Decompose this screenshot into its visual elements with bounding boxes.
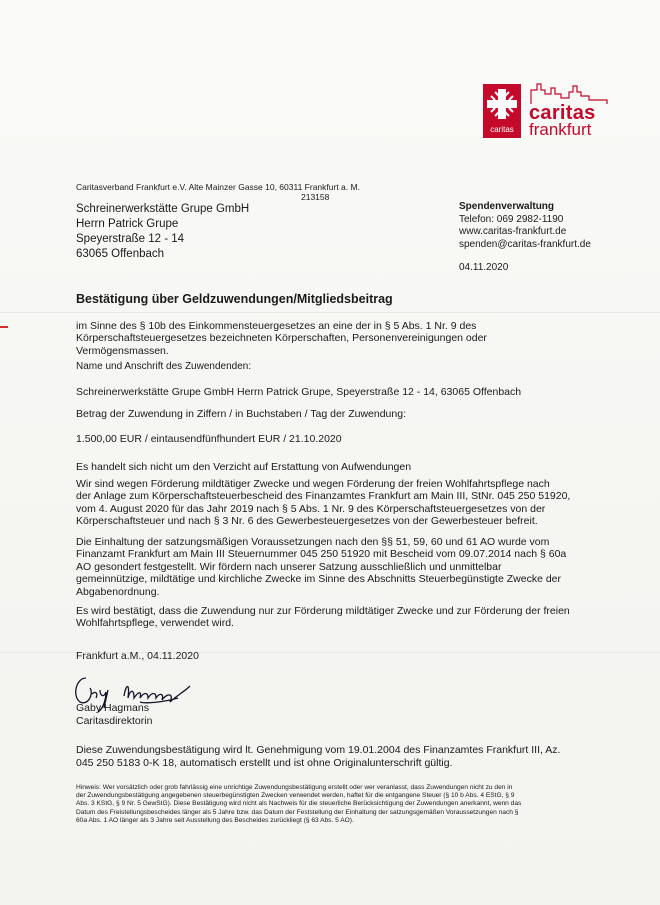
para-line: vom 4. August 2020 für das Jahr 2019 nach § 5 Abs. 1 Nr. 9 des Körperschaftsteuergesetzes von der bbox=[76, 502, 546, 515]
para-line: Es wird bestätigt, dass die Zuwendung nur zur Förderung mildtätiger Zwecke und zur Förderung der freien bbox=[76, 605, 570, 617]
confirmation-paragraph bbox=[76, 605, 596, 630]
reference-number: 213158 bbox=[301, 192, 330, 202]
contact-web: www.caritas-frankfurt.de bbox=[459, 226, 567, 237]
logo-city: frankfurt bbox=[529, 120, 592, 139]
flame-cross-icon bbox=[483, 84, 521, 124]
fold-line bbox=[0, 312, 660, 313]
contact-email: spenden@caritas-frankfurt.de bbox=[459, 238, 591, 250]
note-line: 045 250 5183 0-K 18, automatisch erstellt und ist ohne Originalunterschrift gültig. bbox=[76, 757, 453, 769]
caritas-logo-icon bbox=[483, 84, 521, 138]
recipient-company: Schreinerwerkstätte Grupe GmbH bbox=[76, 203, 250, 215]
donor-label: Name und Anschrift des Zuwendenden: bbox=[76, 361, 252, 372]
auto-note bbox=[76, 744, 596, 770]
donor-value: Schreinerwerkstätte Grupe GmbH Herrn Patrick Grupe, Speyerstraße 12 - 14, 63065 Offenbach bbox=[76, 386, 522, 398]
logo-small-text: caritas bbox=[490, 125, 514, 134]
intro-line: im Sinne des § 10b des Einkommensteuergesetzes an eine der in § 5 Abs. 1 Nr. 9 des bbox=[76, 320, 477, 332]
hint-line: Abs. 3 KStG, § 9 Nr. 5 GewStG). Diese Bestätigung wird nicht als Nachweis für die steuerliche Berücksichtigung der Zuwendungen anerkannt, wenn das bbox=[76, 800, 522, 808]
note-line: Diese Zuwendungsbestätigung wird lt. Genehmigung vom 19.01.2004 des Finanzamtes Frankfurt III, Az. bbox=[76, 744, 561, 756]
para-line: gemeinnützige, mildtätige und kirchliche Zwecke im Sinne des Abschnitts Steuerbegünstigte Zwecke der bbox=[76, 573, 562, 586]
signer-name: Gaby Hagmans bbox=[76, 702, 149, 714]
recipient-city: 63065 Offenbach bbox=[76, 248, 165, 260]
signer-block bbox=[76, 702, 152, 727]
signer-title: Caritasdirektorin bbox=[76, 714, 153, 727]
legal-hint bbox=[76, 784, 596, 825]
sender-line: Caritasverband Frankfurt e.V. Alte Mainzer Gasse 10, 60311 Frankfurt a. M. bbox=[76, 182, 360, 192]
document-title: Bestätigung über Geldzuwendungen/Mitgliedsbeitrag bbox=[76, 292, 393, 306]
skyline-icon bbox=[529, 82, 609, 104]
para-line: Finanzamt Frankfurt am Main III Steuernummer 045 250 51920 mit Bescheid vom 09.07.2014 nach § 60a bbox=[76, 548, 567, 561]
contact-dept: Spendenverwaltung bbox=[459, 201, 555, 212]
hint-line: der Zuwendungsbestätigung angegebenen steuerbegünstigten Zwecken verwendet werden, haftet für die entgangene Steuer (§ 10 b Abs. 4 EStG, § 9 bbox=[76, 792, 515, 800]
intro-line: Vermögensmassen. bbox=[76, 344, 169, 357]
contact-phone: Telefon: 069 2982-1190 bbox=[459, 213, 564, 225]
para-line: Wohlfahrtspflege, verwendet wird. bbox=[76, 617, 234, 630]
para-line: Körperschaftsteuer und nach § 3 Nr. 6 des Gewerbesteuergesetzes von der Gewerbesteuer befreit. bbox=[76, 515, 538, 528]
para-line: Die Einhaltung der satzungsmäßigen Voraussetzungen nach den §§ 51, 59, 60 und 61 AO wurde vom bbox=[76, 536, 550, 548]
para-line: AO gesondert festgestellt. Wir fördern nach unserer Satzung ausschließlich und unmittelbar bbox=[76, 560, 502, 573]
recipient-street: Speyerstraße 12 - 14 bbox=[76, 233, 185, 245]
amount-label: Betrag der Zuwendung in Ziffern / in Buchstaben / Tag der Zuwendung: bbox=[76, 408, 406, 420]
hint-line: Datum des Freistellungsbescheides länger als 5 Jahre bzw. das Datum der Feststellung der Einhaltung der satzungsgemäßen Voraussetzungen nach § bbox=[76, 808, 519, 816]
recipient-address bbox=[76, 202, 249, 262]
place-date: Frankfurt a.M., 04.11.2020 bbox=[76, 650, 199, 662]
amount-value: 1.500,00 EUR / eintausendfünfhundert EUR / 21.10.2020 bbox=[76, 433, 342, 445]
para-line: der Anlage zum Körperschaftsteuerbescheid des Finanzamtes Frankfurt am Main III, StNr. 045 250 51920, bbox=[76, 490, 571, 503]
statute-paragraph bbox=[76, 536, 596, 598]
hint-line: Hinweis: Wer vorsätzlich oder grob fahrlässig eine unrichtige Zuwendungsbestätigung erstellt oder wer veranlasst, dass Zuwendungen nicht zu den in bbox=[76, 784, 513, 791]
logo-wordmark: caritas bbox=[529, 102, 596, 124]
para-line: Abgabenordnung. bbox=[76, 585, 160, 598]
margin-mark bbox=[0, 326, 8, 328]
recipient-name: Herrn Patrick Grupe bbox=[76, 218, 179, 230]
intro-paragraph bbox=[76, 320, 596, 357]
letter-date: 04.11.2020 bbox=[459, 262, 509, 273]
waiver-statement: Es handelt sich nicht um den Verzicht auf Erstattung von Aufwendungen bbox=[76, 461, 412, 473]
exemption-paragraph bbox=[76, 478, 596, 528]
contact-block bbox=[459, 201, 591, 251]
hint-line: 60a Abs. 1 AO länger als 3 Jahre seit Ausstellung des Bescheides zurückliegt (§ 63 Abs. 5 AO). bbox=[76, 816, 354, 824]
intro-line: Körperschaftsteuergesetzes bezeichneten Körperschaften, Personenvereinigungen oder bbox=[76, 332, 487, 345]
para-line: Wir sind wegen Förderung mildtätiger Zwecke und wegen Förderung der freien Wohlfahrtspflege nach bbox=[76, 478, 550, 490]
